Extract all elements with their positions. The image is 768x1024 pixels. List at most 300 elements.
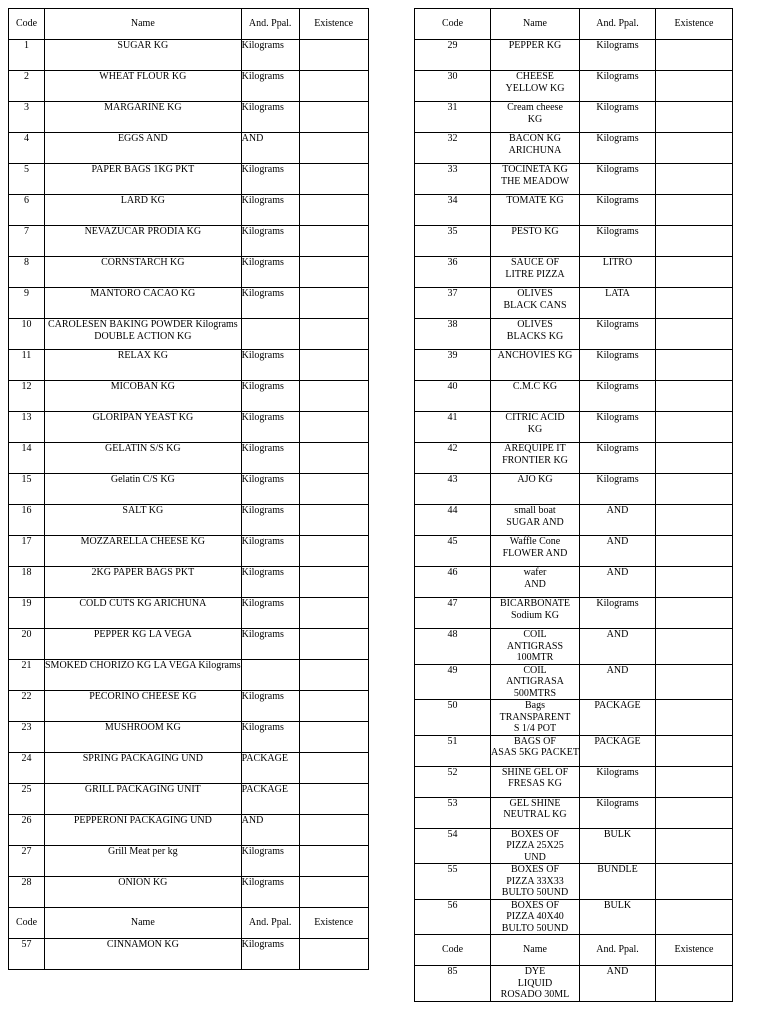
item-code: 42: [415, 443, 491, 474]
item-unit: Kilograms: [579, 412, 655, 443]
item-code: 4: [9, 133, 45, 164]
item-name-line: LARD KG: [120, 195, 165, 206]
item-existence: [655, 71, 732, 102]
header-unit: And. Ppal.: [241, 908, 299, 939]
item-existence: [655, 766, 732, 797]
item-code: 29: [415, 40, 491, 71]
item-code: 38: [415, 319, 491, 350]
item-name: [491, 700, 580, 736]
item-name-line: Sodium KG: [510, 609, 560, 621]
table-row: [415, 288, 733, 319]
item-code: 50: [415, 700, 491, 736]
item-name-line: 2KG PAPER BAGS PKT: [91, 567, 195, 578]
item-existence: [655, 598, 732, 629]
item-code: 11: [9, 350, 45, 381]
table-row: [415, 381, 733, 412]
item-name-line: SALT KG: [122, 505, 164, 516]
table-row: [9, 567, 369, 598]
item-code: 46: [415, 567, 491, 598]
item-code: 5: [9, 164, 45, 195]
item-name: [491, 505, 580, 536]
item-name-line: GEL SHINE: [509, 797, 561, 809]
item-unit: AND: [579, 567, 655, 598]
table-row: [415, 629, 733, 665]
item-existence: [655, 864, 732, 900]
item-name: [45, 164, 242, 195]
item-name-line: BOXES OF: [510, 899, 560, 911]
item-existence: [299, 567, 368, 598]
item-name-line: YELLOW KG: [505, 82, 565, 94]
item-name-line: NEVAZUCAR PRODIA KG: [84, 226, 202, 237]
item-code: 43: [415, 474, 491, 505]
item-code: 31: [415, 102, 491, 133]
table-row: [9, 939, 369, 970]
item-name: [45, 536, 242, 567]
item-existence: [299, 102, 368, 133]
item-existence: [655, 40, 732, 71]
item-existence: [655, 257, 732, 288]
item-name-line: TRANSPARENT: [499, 711, 571, 723]
item-name-line: NEUTRAL KG: [503, 809, 567, 820]
item-unit: Kilograms: [241, 71, 299, 102]
item-name-line: BULTO 50UND: [501, 887, 569, 898]
item-code: 32: [415, 133, 491, 164]
item-unit: AND: [241, 815, 299, 846]
table-row: [9, 257, 369, 288]
table-row: [9, 102, 369, 133]
table-row: [415, 350, 733, 381]
item-name-line: SUGAR KG: [117, 40, 169, 51]
item-unit: Kilograms: [241, 629, 299, 660]
item-existence: [299, 71, 368, 102]
item-unit: Kilograms: [241, 474, 299, 505]
item-unit: Kilograms: [241, 412, 299, 443]
table-row: [9, 133, 369, 164]
item-existence: [299, 133, 368, 164]
item-code: 8: [9, 257, 45, 288]
item-name: [491, 102, 580, 133]
header-code: Code: [9, 908, 45, 939]
table-row: [415, 797, 733, 828]
item-code: 20: [9, 629, 45, 660]
item-existence: [299, 753, 368, 784]
item-existence: [655, 133, 732, 164]
item-name-line: CORNSTARCH KG: [101, 257, 185, 268]
item-name-line: BLACKS KG: [506, 330, 564, 342]
table-row: [415, 766, 733, 797]
item-unit: BULK: [579, 899, 655, 935]
item-code: 14: [9, 443, 45, 474]
item-existence: [655, 664, 732, 700]
table-row: [415, 412, 733, 443]
item-code: 35: [415, 226, 491, 257]
table-row: [415, 598, 733, 629]
item-unit: AND: [241, 133, 299, 164]
item-existence: [299, 629, 368, 660]
item-name-line: FRESAS KG: [508, 778, 562, 789]
item-name-line: ASAS 5KG PACKET: [491, 747, 579, 758]
item-name: [45, 443, 242, 474]
item-name: [491, 899, 580, 935]
item-name: [45, 691, 242, 722]
table-row: [415, 735, 733, 766]
item-name: [491, 71, 580, 102]
item-name-line: SPRING PACKAGING UND: [82, 753, 203, 764]
header-code: Code: [9, 9, 45, 40]
item-name: [45, 102, 242, 133]
item-unit: Kilograms: [579, 443, 655, 474]
item-code: 23: [9, 722, 45, 753]
item-name-line: RELAX KG: [117, 350, 168, 361]
item-existence: [655, 288, 732, 319]
header-unit: And. Ppal.: [579, 935, 655, 966]
item-unit: Kilograms: [579, 226, 655, 257]
item-name-line: GLORIPAN YEAST KG: [92, 412, 194, 423]
item-code: 45: [415, 536, 491, 567]
table-header-row: [9, 908, 369, 939]
item-unit: LATA: [579, 288, 655, 319]
table-row: [415, 164, 733, 195]
item-unit: BUNDLE: [579, 864, 655, 900]
item-name-line: BLACK CANS: [503, 299, 567, 311]
item-name: [491, 288, 580, 319]
item-unit: AND: [579, 536, 655, 567]
table-row: [9, 319, 369, 350]
header-existence: Existence: [655, 935, 732, 966]
item-name-line: Gelatin C/S KG: [110, 474, 175, 485]
table-row: [9, 40, 369, 71]
item-name: [45, 815, 242, 846]
item-name: [491, 226, 580, 257]
item-unit: Kilograms: [241, 381, 299, 412]
item-unit: Kilograms: [241, 164, 299, 195]
table-row: [415, 40, 733, 71]
item-name-line: ONION KG: [118, 877, 168, 888]
table-row: [9, 598, 369, 629]
item-name-line: Cream cheese: [507, 102, 563, 113]
item-code: 21: [9, 660, 45, 691]
item-name-line: EGGS AND: [117, 133, 168, 144]
item-existence: [299, 164, 368, 195]
item-existence: [299, 40, 368, 71]
item-unit: Kilograms: [579, 40, 655, 71]
item-existence: [299, 319, 368, 350]
item-name-line: BACON KG: [509, 133, 561, 144]
item-unit: Kilograms: [579, 195, 655, 226]
item-code: 30: [415, 71, 491, 102]
table-row: [9, 505, 369, 536]
item-existence: [655, 735, 732, 766]
item-name-line: SMOKED CHORIZO KG LA VEGA Kilograms: [45, 660, 241, 671]
item-name-line: PEPPERONI PACKAGING UND: [73, 815, 212, 826]
item-name: [45, 133, 242, 164]
table-row: [415, 664, 733, 700]
item-name-line: small boat: [514, 505, 556, 516]
item-existence: [299, 195, 368, 226]
item-existence: [299, 505, 368, 536]
item-name: [45, 71, 242, 102]
item-unit: Kilograms: [241, 846, 299, 877]
item-existence: [299, 660, 368, 691]
item-name-line: Waffle Cone: [509, 536, 561, 547]
header-existence: Existence: [655, 9, 732, 40]
table-header-row: [415, 935, 733, 966]
item-existence: [655, 474, 732, 505]
item-existence: [299, 536, 368, 567]
item-name-line: PEPPER KG LA VEGA: [93, 629, 192, 640]
item-code: 56: [415, 899, 491, 935]
item-name: [45, 784, 242, 815]
header-name: Name: [45, 9, 242, 40]
item-name-line: BAGS OF: [514, 735, 556, 747]
table-row: [9, 195, 369, 226]
table-row: [9, 164, 369, 195]
table-row: [415, 567, 733, 598]
item-unit: Kilograms: [241, 443, 299, 474]
item-code: 7: [9, 226, 45, 257]
item-name: [45, 877, 242, 908]
item-name-line: BOXES OF: [510, 864, 560, 875]
item-unit: Kilograms: [241, 567, 299, 598]
item-name-line: BOXES OF: [510, 828, 560, 840]
item-existence: [299, 257, 368, 288]
item-name-line: ARICHUNA: [508, 144, 562, 156]
item-code: 17: [9, 536, 45, 567]
item-unit: Kilograms: [579, 598, 655, 629]
item-name: [45, 598, 242, 629]
item-code: 49: [415, 664, 491, 700]
item-existence: [655, 319, 732, 350]
item-unit: LITRO: [579, 257, 655, 288]
item-code: 6: [9, 195, 45, 226]
item-name: [45, 660, 242, 691]
item-name-line: BULTO 50UND: [501, 922, 569, 934]
item-name-line: AREQUIPE IT: [504, 443, 566, 454]
item-name: [491, 40, 580, 71]
item-unit: Kilograms: [579, 350, 655, 381]
table-row: [415, 319, 733, 350]
item-existence: [655, 350, 732, 381]
item-existence: [655, 567, 732, 598]
item-unit: PACKAGE: [241, 753, 299, 784]
item-code: 33: [415, 164, 491, 195]
item-code: 22: [9, 691, 45, 722]
item-name-line: 100MTR: [516, 652, 554, 663]
item-name: [45, 319, 242, 350]
item-name-line: TOMATE KG: [506, 195, 564, 206]
item-code: 1: [9, 40, 45, 71]
item-name: [491, 536, 580, 567]
item-name-line: MARGARINE KG: [104, 102, 182, 113]
item-name-line: ANTIGRASS: [506, 640, 564, 652]
table-row: [9, 71, 369, 102]
item-name-line: MANTORO CACAO KG: [90, 288, 196, 299]
item-name: [45, 474, 242, 505]
table-row: [415, 700, 733, 736]
item-unit: Kilograms: [579, 766, 655, 797]
table-row: [9, 381, 369, 412]
item-name-line: FLOWER AND: [502, 547, 568, 559]
table-row: [9, 288, 369, 319]
item-code: 34: [415, 195, 491, 226]
table-row: [9, 722, 369, 753]
table-row: [415, 536, 733, 567]
item-name-line: AND: [524, 578, 546, 590]
item-name-line: MUSHROOM KG: [104, 722, 181, 733]
table-row: [9, 846, 369, 877]
item-existence: [299, 412, 368, 443]
item-name-line: Grill Meat per kg: [107, 846, 178, 857]
item-code: 27: [9, 846, 45, 877]
item-code: 36: [415, 257, 491, 288]
item-unit: Kilograms: [241, 939, 299, 970]
item-name-line: SHINE GEL OF: [501, 766, 569, 778]
item-name-line: PIZZA 40X40: [506, 911, 564, 922]
item-code: 15: [9, 474, 45, 505]
item-code: 55: [415, 864, 491, 900]
item-code: 2: [9, 71, 45, 102]
item-unit: Kilograms: [579, 133, 655, 164]
item-code: 51: [415, 735, 491, 766]
item-name: [491, 350, 580, 381]
item-code: 39: [415, 350, 491, 381]
item-code: 18: [9, 567, 45, 598]
item-unit: Kilograms: [579, 164, 655, 195]
table-row: [9, 877, 369, 908]
item-name-line: CHEESE: [516, 71, 554, 82]
item-name-line: AJO KG: [517, 474, 553, 485]
item-existence: [299, 226, 368, 257]
header-code: Code: [415, 9, 491, 40]
item-name-line: PIZZA 25X25: [506, 840, 564, 851]
item-unit: Kilograms: [241, 536, 299, 567]
item-name: [491, 735, 580, 766]
item-code: 48: [415, 629, 491, 665]
item-name: [491, 164, 580, 195]
item-name: [491, 864, 580, 900]
header-unit: And. Ppal.: [241, 9, 299, 40]
item-name-line: GRILL PACKAGING UNIT: [84, 784, 201, 795]
item-code: 28: [9, 877, 45, 908]
item-name-line: THE MEADOW: [500, 175, 570, 187]
item-unit: Kilograms: [241, 226, 299, 257]
item-unit: Kilograms: [241, 598, 299, 629]
item-existence: [655, 226, 732, 257]
item-name-line: DOUBLE ACTION KG: [94, 330, 192, 342]
item-code: 40: [415, 381, 491, 412]
header-name: Name: [491, 935, 580, 966]
item-unit: PACKAGE: [579, 700, 655, 736]
table-row: [9, 443, 369, 474]
item-name-line: PEPPER KG: [508, 40, 562, 51]
table-row: [9, 629, 369, 660]
item-existence: [299, 288, 368, 319]
item-name-line: KG: [527, 113, 543, 125]
item-name-line: 500MTRS: [513, 687, 557, 699]
item-existence: [299, 877, 368, 908]
item-name-line: WHEAT FLOUR KG: [99, 71, 187, 82]
item-name: [45, 567, 242, 598]
item-unit: Kilograms: [241, 288, 299, 319]
table-row: [415, 966, 733, 1002]
item-name: [491, 766, 580, 797]
item-code: 25: [9, 784, 45, 815]
item-name: [491, 828, 580, 864]
item-name-line: PECORINO CHEESE KG: [89, 691, 197, 702]
item-name-line: FRONTIER KG: [502, 454, 568, 466]
table-row: [415, 133, 733, 164]
table-row: [415, 505, 733, 536]
header-name: Name: [491, 9, 580, 40]
item-code: 9: [9, 288, 45, 319]
item-name-line: KG: [527, 423, 543, 435]
item-name-line: Bags: [524, 700, 545, 711]
item-name-line: COIL: [523, 664, 547, 676]
item-unit: Kilograms: [579, 474, 655, 505]
item-unit: AND: [579, 664, 655, 700]
item-code: 19: [9, 598, 45, 629]
item-code: 37: [415, 288, 491, 319]
item-name-line: PAPER BAGS 1KG PKT: [91, 164, 195, 175]
header-existence: Existence: [299, 9, 368, 40]
item-unit: Kilograms: [579, 319, 655, 350]
item-name-line: TOCINETA KG: [502, 164, 568, 175]
item-existence: [655, 381, 732, 412]
item-code: 44: [415, 505, 491, 536]
table-row: [9, 412, 369, 443]
item-name: [491, 598, 580, 629]
item-unit: [241, 660, 299, 691]
item-unit: Kilograms: [579, 381, 655, 412]
item-unit: AND: [579, 505, 655, 536]
item-name-line: C.M.C KG: [512, 381, 558, 392]
item-name: [491, 629, 580, 665]
item-name-line: LITRE PIZZA: [505, 268, 565, 280]
item-unit: Kilograms: [241, 102, 299, 133]
item-name: [45, 195, 242, 226]
table-row: [415, 443, 733, 474]
item-code: 16: [9, 505, 45, 536]
item-code: 41: [415, 412, 491, 443]
item-name: [491, 664, 580, 700]
item-name: [45, 288, 242, 319]
header-unit: And. Ppal.: [579, 9, 655, 40]
item-code: 24: [9, 753, 45, 784]
item-code: 26: [9, 815, 45, 846]
table-row: [9, 536, 369, 567]
table-header-row: [415, 9, 733, 40]
item-name-line: OLIVES: [517, 319, 553, 330]
item-existence: [299, 350, 368, 381]
item-name: [491, 319, 580, 350]
item-name-line: PESTO KG: [511, 226, 559, 237]
item-name: [45, 40, 242, 71]
header-code: Code: [415, 935, 491, 966]
item-existence: [655, 164, 732, 195]
item-unit: Kilograms: [241, 195, 299, 226]
item-existence: [655, 966, 732, 1002]
item-code: 57: [9, 939, 45, 970]
item-name-line: PIZZA 33X33: [506, 875, 564, 887]
item-existence: [655, 443, 732, 474]
item-name-line: CAROLESEN BAKING POWDER Kilograms: [47, 319, 238, 330]
table-row: [9, 691, 369, 722]
item-name-line: MICOBAN KG: [110, 381, 175, 392]
item-unit: AND: [579, 629, 655, 665]
item-unit: Kilograms: [241, 350, 299, 381]
item-code: 13: [9, 412, 45, 443]
item-unit: Kilograms: [241, 877, 299, 908]
